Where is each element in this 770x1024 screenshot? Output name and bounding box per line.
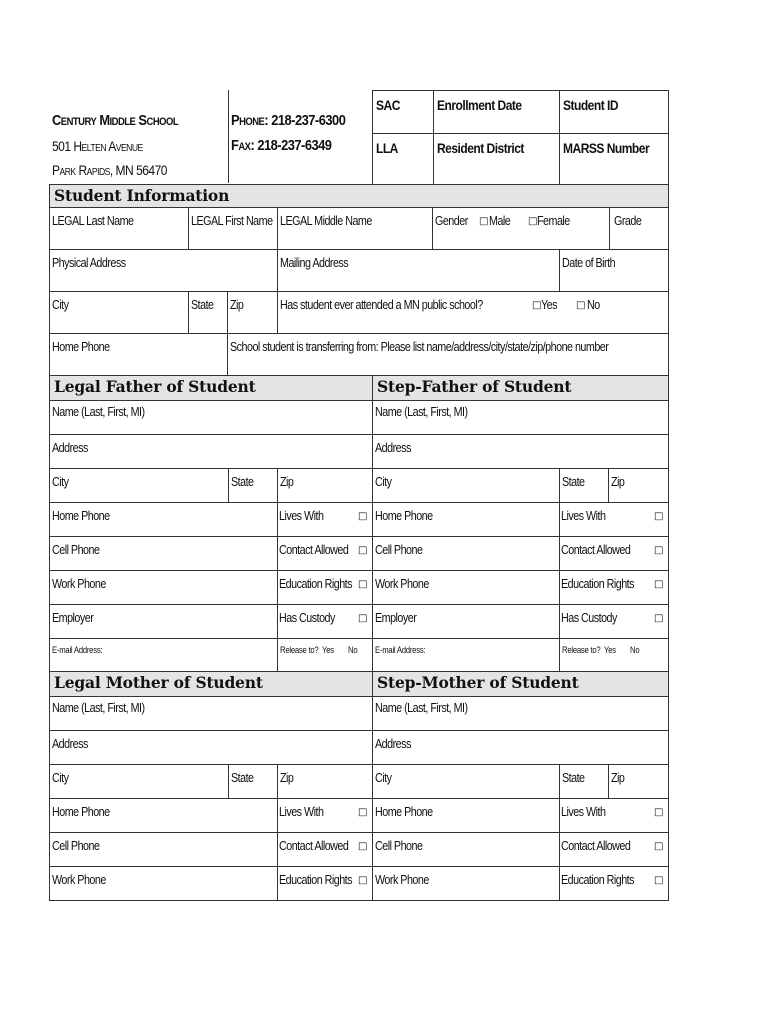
- mother-home-phone-field[interactable]: [49, 798, 278, 833]
- stepfather-work-phone-field[interactable]: [372, 570, 560, 605]
- student-city-field[interactable]: [49, 291, 189, 334]
- mother-work-phone-label: Work Phone: [52, 873, 106, 887]
- stepmother-name-label: Name (Last, First, MI): [375, 701, 468, 715]
- legal-first-name-label: LEGAL First Name: [191, 214, 273, 228]
- stepfather-title: Step-Father of Student: [377, 377, 572, 396]
- stepfather-home-phone-label: Home Phone: [375, 509, 433, 523]
- mother-address-field[interactable]: [49, 730, 373, 765]
- mother-name-label: Name (Last, First, MI): [52, 701, 145, 715]
- legal-middle-name-field[interactable]: [277, 207, 433, 250]
- student-home-phone-field[interactable]: [49, 333, 228, 376]
- school-address: 501 Helten Avenue: [52, 138, 143, 154]
- father-zip-field[interactable]: [277, 468, 373, 503]
- father-education-rights-checkbox[interactable]: □: [358, 579, 368, 590]
- transfer-school-field[interactable]: [227, 333, 669, 376]
- stepfather-home-phone-field[interactable]: [372, 502, 560, 537]
- mailing-address-label: Mailing Address: [280, 256, 349, 270]
- student-city-label: City: [52, 298, 69, 312]
- father-release-no[interactable]: No: [348, 645, 358, 655]
- mother-education-rights-checkbox[interactable]: □: [358, 875, 368, 886]
- father-address-field[interactable]: [49, 434, 373, 469]
- father-release-yes[interactable]: Yes: [322, 645, 334, 655]
- stepfather-contact-allowed-label: Contact Allowed: [561, 543, 631, 557]
- stepfather-education-rights-label: Education Rights: [561, 577, 635, 591]
- mother-state-label: State: [231, 771, 254, 785]
- stepfather-header: [372, 375, 669, 401]
- stepmother-work-phone-field[interactable]: [372, 866, 560, 901]
- mother-cell-phone-field[interactable]: [49, 832, 278, 867]
- father-has-custody-label: Has Custody: [279, 611, 335, 625]
- stepfather-has-custody-checkbox[interactable]: □: [654, 613, 664, 624]
- father-title: Legal Father of Student: [54, 377, 256, 396]
- student-id-box[interactable]: [559, 90, 669, 134]
- mother-title: Legal Mother of Student: [54, 673, 263, 692]
- date-of-birth-field[interactable]: [559, 249, 669, 292]
- stepfather-contact-allowed-option: [559, 536, 669, 571]
- stepfather-lives-with-option: [559, 502, 669, 537]
- stepfather-city-label: City: [375, 475, 392, 489]
- stepfather-address-field[interactable]: [372, 434, 669, 469]
- father-cell-phone-label: Cell Phone: [52, 543, 100, 557]
- mother-state-field[interactable]: [228, 764, 278, 799]
- legal-first-name-field[interactable]: [188, 207, 278, 250]
- mother-name-field[interactable]: [49, 696, 373, 731]
- father-education-rights-option: [277, 570, 373, 605]
- father-release-label: Release to?: [280, 645, 319, 655]
- resident-district-box[interactable]: [433, 133, 560, 185]
- student-zip-label: Zip: [230, 298, 244, 312]
- father-contact-allowed-checkbox[interactable]: □: [358, 545, 368, 556]
- school-phone: Phone: 218-237-6300: [231, 112, 346, 129]
- mailing-address-field[interactable]: [277, 249, 560, 292]
- father-home-phone-label: Home Phone: [52, 509, 110, 523]
- resident-district-label: Resident District: [437, 140, 524, 156]
- father-release-option: [277, 638, 373, 673]
- father-address-label: Address: [52, 441, 88, 455]
- mn-no-checkbox[interactable]: □: [576, 300, 586, 311]
- father-city-label: City: [52, 475, 69, 489]
- stepfather-lives-with-label: Lives With: [561, 509, 606, 523]
- mother-home-phone-label: Home Phone: [52, 805, 110, 819]
- physical-address-label: Physical Address: [52, 256, 126, 270]
- stepmother-city-label: City: [375, 771, 392, 785]
- gender-field[interactable]: [432, 207, 610, 250]
- mother-zip-label: Zip: [280, 771, 294, 785]
- mother-lives-with-option: [277, 798, 373, 833]
- stepfather-employer-label: Employer: [375, 611, 417, 625]
- father-header: [49, 375, 373, 401]
- mother-contact-allowed-option: [277, 832, 373, 867]
- school-fax: Fax: 218-237-6349: [231, 137, 332, 154]
- mother-education-rights-option: [277, 866, 373, 901]
- mother-zip-field[interactable]: [277, 764, 373, 799]
- stepfather-release-label: Release to?: [562, 645, 601, 655]
- female-checkbox[interactable]: □: [528, 216, 538, 227]
- stepfather-education-rights-checkbox[interactable]: □: [654, 579, 664, 590]
- stepfather-name-field[interactable]: [372, 400, 669, 435]
- stepmother-home-phone-field[interactable]: [372, 798, 560, 833]
- father-zip-label: Zip: [280, 475, 294, 489]
- stepfather-release-option: [559, 638, 669, 673]
- stepmother-lives-with-label: Lives With: [561, 805, 606, 819]
- father-employer-label: Employer: [52, 611, 94, 625]
- stepfather-state-field[interactable]: [559, 468, 609, 503]
- sac-label: SAC: [376, 97, 400, 113]
- date-of-birth-label: Date of Birth: [562, 256, 616, 270]
- mn-yes-label: Yes: [541, 298, 557, 312]
- father-lives-with-checkbox[interactable]: □: [358, 511, 368, 522]
- mn-no-label: No: [587, 298, 600, 312]
- student-state-label: State: [191, 298, 214, 312]
- father-home-phone-field[interactable]: [49, 502, 278, 537]
- letterhead-divider: [228, 90, 229, 183]
- legal-last-name-field[interactable]: [49, 207, 189, 250]
- father-contact-allowed-label: Contact Allowed: [279, 543, 349, 557]
- stepmother-cell-phone-field[interactable]: [372, 832, 560, 867]
- mother-cell-phone-label: Cell Phone: [52, 839, 100, 853]
- father-lives-with-option: [277, 502, 373, 537]
- stepfather-cell-phone-label: Cell Phone: [375, 543, 423, 557]
- stepmother-home-phone-label: Home Phone: [375, 805, 433, 819]
- father-education-rights-label: Education Rights: [279, 577, 353, 591]
- father-state-field[interactable]: [228, 468, 278, 503]
- enrollment-date-box[interactable]: [433, 90, 560, 134]
- father-has-custody-checkbox[interactable]: □: [358, 613, 368, 624]
- stepfather-contact-allowed-checkbox[interactable]: □: [654, 545, 664, 556]
- mother-contact-allowed-label: Contact Allowed: [279, 839, 349, 853]
- stepmother-contact-allowed-checkbox[interactable]: □: [654, 841, 664, 852]
- stepfather-state-label: State: [562, 475, 585, 489]
- stepfather-zip-field[interactable]: [608, 468, 669, 503]
- stepfather-address-label: Address: [375, 441, 411, 455]
- transfer-school-label: School student is transferring from: Please list name/address/city/state/zip/phone number: [230, 340, 609, 354]
- stepmother-contact-allowed-label: Contact Allowed: [561, 839, 631, 853]
- mn-yes-checkbox[interactable]: □: [532, 300, 542, 311]
- school-name: Century Middle School: [52, 112, 179, 129]
- student-state-field[interactable]: [188, 291, 228, 334]
- grade-label: Grade: [614, 214, 642, 228]
- stepmother-state-label: State: [562, 771, 585, 785]
- stepmother-education-rights-option: [559, 866, 669, 901]
- father-has-custody-option: [277, 604, 373, 639]
- student-info-title: Student Information: [54, 186, 230, 205]
- legal-last-name-label: LEGAL Last Name: [52, 214, 134, 228]
- stepmother-work-phone-label: Work Phone: [375, 873, 429, 887]
- male-checkbox[interactable]: □: [479, 216, 489, 227]
- grade-field[interactable]: [609, 207, 669, 250]
- mother-work-phone-field[interactable]: [49, 866, 278, 901]
- sac-box[interactable]: [372, 90, 434, 134]
- student-zip-field[interactable]: [227, 291, 278, 334]
- student-info-header: [49, 184, 669, 208]
- stepmother-state-field[interactable]: [559, 764, 609, 799]
- stepfather-zip-label: Zip: [611, 475, 625, 489]
- father-lives-with-label: Lives With: [279, 509, 324, 523]
- school-city: Park Rapids, MN 56470: [52, 162, 167, 178]
- legal-middle-name-label: LEGAL Middle Name: [280, 214, 372, 228]
- mother-education-rights-label: Education Rights: [279, 873, 353, 887]
- father-employer-field[interactable]: [49, 604, 278, 639]
- stepfather-education-rights-option: [559, 570, 669, 605]
- father-city-field[interactable]: [49, 468, 229, 503]
- mother-address-label: Address: [52, 737, 88, 751]
- gender-label: Gender: [435, 214, 468, 228]
- mn-school-question-label: Has student ever attended a MN public school?: [280, 298, 483, 312]
- stepfather-lives-with-checkbox[interactable]: □: [654, 511, 664, 522]
- stepmother-education-rights-label: Education Rights: [561, 873, 635, 887]
- mother-city-field[interactable]: [49, 764, 229, 799]
- stepmother-address-field[interactable]: [372, 730, 669, 765]
- enrollment-date-label: Enrollment Date: [437, 97, 522, 113]
- male-label: Male: [489, 214, 511, 228]
- stepmother-cell-phone-label: Cell Phone: [375, 839, 423, 853]
- stepmother-contact-allowed-option: [559, 832, 669, 867]
- father-contact-allowed-option: [277, 536, 373, 571]
- stepfather-has-custody-label: Has Custody: [561, 611, 617, 625]
- father-state-label: State: [231, 475, 254, 489]
- father-name-field[interactable]: [49, 400, 373, 435]
- mother-contact-allowed-checkbox[interactable]: □: [358, 841, 368, 852]
- stepfather-has-custody-option: [559, 604, 669, 639]
- stepfather-email-label: E-mail Address:: [375, 645, 426, 655]
- female-label: Female: [537, 214, 570, 228]
- mother-lives-with-label: Lives With: [279, 805, 324, 819]
- stepmother-address-label: Address: [375, 737, 411, 751]
- stepmother-lives-with-option: [559, 798, 669, 833]
- marss-number-label: MARSS Number: [563, 140, 650, 156]
- stepfather-email-field[interactable]: [372, 638, 560, 673]
- stepmother-name-field[interactable]: [372, 696, 669, 731]
- stepfather-name-label: Name (Last, First, MI): [375, 405, 468, 419]
- student-id-label: Student ID: [563, 97, 619, 113]
- stepfather-employer-field[interactable]: [372, 604, 560, 639]
- student-home-phone-label: Home Phone: [52, 340, 110, 354]
- stepmother-city-field[interactable]: [372, 764, 560, 799]
- stepmother-lives-with-checkbox[interactable]: □: [654, 807, 664, 818]
- stepmother-zip-field[interactable]: [608, 764, 669, 799]
- father-work-phone-label: Work Phone: [52, 577, 106, 591]
- mother-city-label: City: [52, 771, 69, 785]
- stepfather-cell-phone-field[interactable]: [372, 536, 560, 571]
- father-work-phone-field[interactable]: [49, 570, 278, 605]
- stepmother-education-rights-checkbox[interactable]: □: [654, 875, 664, 886]
- stepfather-release-no[interactable]: No: [630, 645, 640, 655]
- lla-box[interactable]: [372, 133, 434, 185]
- lla-label: LLA: [376, 140, 398, 156]
- mother-header: [49, 671, 373, 697]
- stepfather-work-phone-label: Work Phone: [375, 577, 429, 591]
- stepmother-title: Step-Mother of Student: [377, 673, 579, 692]
- mother-lives-with-checkbox[interactable]: □: [358, 807, 368, 818]
- father-email-label: E-mail Address:: [52, 645, 103, 655]
- father-email-field[interactable]: [49, 638, 278, 673]
- physical-address-field[interactable]: [49, 249, 278, 292]
- mn-school-question: [277, 291, 669, 334]
- stepfather-release-yes[interactable]: Yes: [604, 645, 616, 655]
- father-cell-phone-field[interactable]: [49, 536, 278, 571]
- stepmother-header: [372, 671, 669, 697]
- stepmother-zip-label: Zip: [611, 771, 625, 785]
- father-name-label: Name (Last, First, MI): [52, 405, 145, 419]
- marss-number-box[interactable]: [559, 133, 669, 185]
- stepfather-city-field[interactable]: [372, 468, 560, 503]
